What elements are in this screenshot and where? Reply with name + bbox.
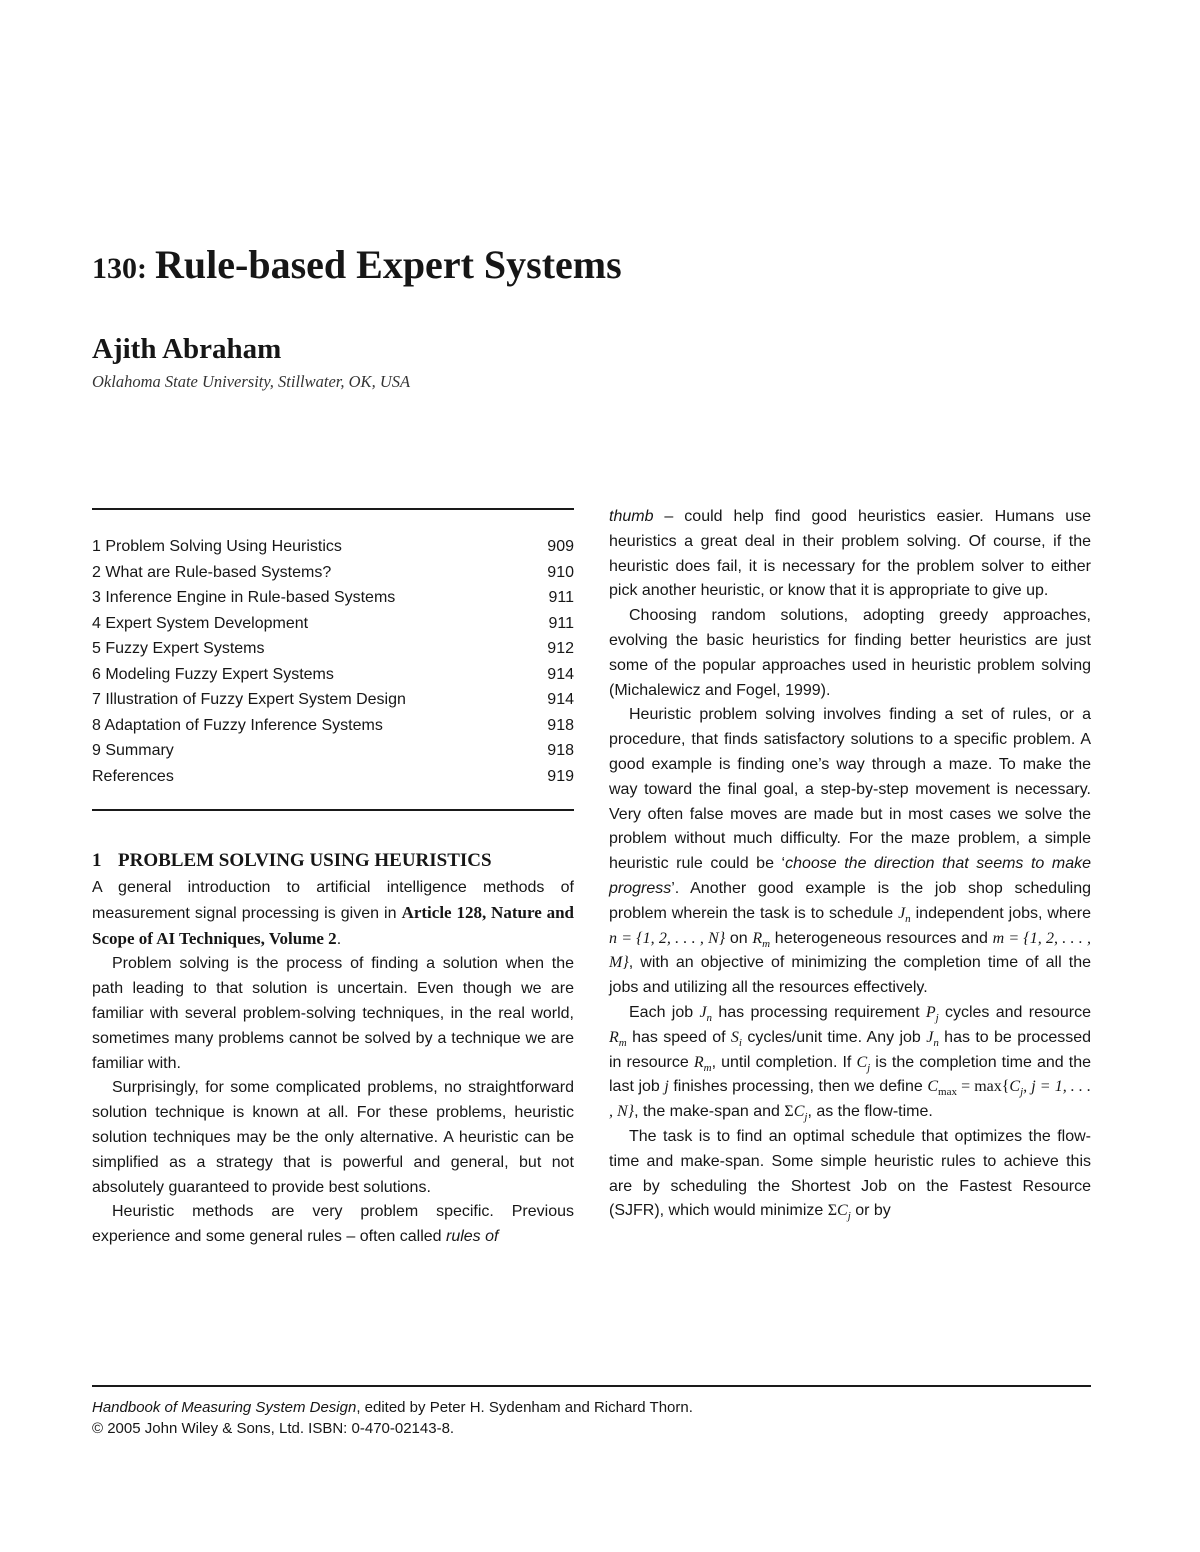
toc-item[interactable] [92, 738, 574, 764]
text-run: , edited by Peter H. Sydenham and Richard Thorn. [356, 1399, 693, 1416]
text-run: cycles/unit time. Any job [741, 1028, 927, 1046]
math-expression: n = {1, 2, . . . , N} [609, 929, 726, 947]
toc-item[interactable] [92, 713, 574, 739]
math-expression: m = {1, 2, . . . , M} [609, 929, 1092, 972]
toc-item-page: 918 [547, 742, 574, 759]
italic-text: thumb [609, 508, 654, 525]
text-run: , until completion. If [711, 1053, 857, 1071]
text-run: on [725, 929, 753, 947]
toc-item-page: 909 [547, 538, 574, 555]
article-title [92, 240, 622, 294]
author-affiliation: Oklahoma State University, Stillwater, OK, USA [92, 372, 411, 391]
toc-item-label: 8 Adaptation of Fuzzy Inference Systems [92, 716, 383, 734]
text-run: has processing requirement [712, 1003, 926, 1021]
paragraph: Surprisingly, for some complicated problems, no straightforward solution technique is known at all. For these problems, heuristic solution techniques may be the only alternative. A heuristic can be simplified as a strategy that is powerful and general, but not absolutely guaranteed to provide best solutions. [92, 1079, 574, 1196]
toc-item-label: 9 Summary [92, 742, 174, 759]
section-heading [92, 845, 574, 876]
toc-item-label: 7 Illustration of Fuzzy Expert System Design [92, 691, 406, 708]
text-run: cycles and resource [938, 1003, 1091, 1021]
toc-item-page: 910 [547, 563, 574, 581]
math-expression: $C_{max} = \max\{C_j$, j = 1, . . . , N} [609, 1078, 1092, 1121]
text-run: finishes processing, then we define [668, 1078, 928, 1096]
text-run: Heuristic methods are very problem specific. Previous experience and some general rules – often called [92, 1203, 574, 1246]
math-symbol: j [664, 1078, 669, 1096]
math-symbol: $P_j$ [925, 1003, 939, 1025]
paragraph [609, 505, 1091, 604]
toc-item-label: 1 Problem Solving Using Heuristics [92, 538, 342, 555]
text-run: , as the flow-time. [807, 1103, 933, 1121]
toc-item[interactable] [92, 534, 574, 560]
toc-item[interactable] [92, 764, 574, 790]
italic-text: rules of [446, 1228, 499, 1246]
math-symbol: $R_m$ [752, 929, 771, 950]
toc-item[interactable] [92, 560, 574, 586]
footer-citation [92, 1397, 693, 1418]
toc-item[interactable] [92, 585, 574, 611]
text-run: Each job [629, 1003, 700, 1021]
paragraph [609, 1125, 1091, 1224]
author-name: Ajith Abraham [92, 333, 282, 365]
toc-item-label: 4 Expert System Development [92, 614, 309, 632]
toc-item-page: 914 [547, 665, 574, 683]
toc-bottom-rule [92, 809, 574, 811]
text-run: or by [850, 1202, 891, 1220]
section-title: PROBLEM SOLVING USING HEURISTICS [118, 850, 492, 871]
math-symbol: $R_m$ [693, 1053, 712, 1074]
text-run: is the completion time and the last job [609, 1053, 1092, 1096]
article-cross-reference[interactable]: Article 128, Nature and Scope of AI Techniques, Volume 2 [92, 902, 575, 948]
math-expression: $\Sigma C_j$ [827, 1202, 851, 1223]
toc-item[interactable] [92, 636, 574, 662]
left-column [92, 508, 574, 1250]
toc-item-page: 911 [548, 614, 574, 632]
toc-item-page: 912 [547, 640, 574, 657]
toc-item[interactable] [92, 662, 574, 688]
footer-copyright: © 2005 John Wiley & Sons, Ltd. ISBN: 0-470-02143-8. [92, 1420, 455, 1437]
paragraph: Problem solving is the process of finding a solution when the path leading to that solution is uncertain. Even though we are familiar with several problem-solving techniques, in the real world, sometimes many problems cannot be solved by a technique we are familiar with. [92, 955, 574, 1072]
math-symbol: $R_m$ [609, 1028, 627, 1049]
toc-item-label: 3 Inference Engine in Rule-based Systems [92, 589, 396, 606]
text-run: has speed of [626, 1028, 731, 1046]
toc-item-label: 2 What are Rule-based Systems? [92, 563, 332, 581]
text-run: ’. Another good example is the job shop scheduling problem wherein the task is to schedule [609, 879, 1091, 922]
toc-item-page: 918 [547, 716, 574, 734]
paragraph [92, 1200, 574, 1250]
table-of-contents [92, 510, 574, 789]
text-run: , with an objective of minimizing the completion time of all the jobs and utilizing all the resources effectively. [609, 954, 1091, 997]
text-run: A general introduction to artificial intelligence methods of measurement signal processing is given in [92, 879, 574, 922]
math-symbol: $J_n$ [926, 1028, 939, 1049]
right-column [609, 505, 1091, 1224]
toc-item-page: 914 [547, 691, 574, 708]
toc-item[interactable] [92, 611, 574, 637]
toc-item-page: 919 [547, 767, 574, 785]
text-run: – could help find good heuristics easier. Humans use heuristics a great deal in their problem solving. Of course, if the heuristic does fail, it is necessary for the problem solver to either pick another heuristic, or know that it is appropriate to give up. [609, 508, 1091, 600]
book-title: Handbook of Measuring System Design [92, 1399, 357, 1416]
text-run: . [336, 930, 342, 948]
toc-item[interactable] [92, 687, 574, 713]
text-run: independent jobs, where [910, 904, 1092, 922]
toc-item-label: References [92, 767, 174, 785]
italic-text: choose the direction that seems to make progress [609, 855, 1091, 897]
text-run: , the make-span and [634, 1103, 785, 1121]
math-symbol: $S_i$ [730, 1028, 742, 1049]
section-number: 1 [92, 850, 102, 871]
page-footer [92, 1397, 693, 1439]
toc-item-label: 6 Modeling Fuzzy Expert Systems [92, 665, 334, 683]
text-run: The task is to find an optimal schedule that optimizes the flow-time and make-span. Some simple heuristic rules to achieve this are by scheduling the Shortest Job on the Fastest Resource (SJFR), which would minimize [609, 1127, 1091, 1220]
paragraph [92, 876, 574, 952]
text-run: heterogeneous resources and [770, 929, 993, 947]
footer-rule [92, 1385, 1091, 1387]
article-title-text: Rule-based Expert Systems [155, 242, 622, 287]
article-number: 130: [92, 252, 147, 285]
text-run: Heuristic problem solving involves finding a set of rules, or a procedure, that finds satisfactory solutions to a specific problem. A good example is finding one’s way through a maze. To make the way toward the final goal, a step-by-step movement is necessary. Very often false moves are made but in most cases we solve the problem without much difficulty. For the maze problem, a simple heuristic rule could be ‘ [609, 706, 1091, 873]
text-run: has to be processed in resource [609, 1028, 1092, 1071]
toc-item-label: 5 Fuzzy Expert Systems [92, 640, 265, 657]
paragraph [609, 1001, 1091, 1125]
math-symbol: $J_n$ [898, 904, 911, 925]
math-symbol: $J_n$ [699, 1003, 713, 1025]
math-expression: $\Sigma C_j$ [784, 1103, 808, 1124]
math-symbol: $C_j$ [856, 1053, 871, 1074]
toc-item-page: 911 [548, 589, 574, 606]
paragraph: Choosing random solutions, adopting greedy approaches, evolving the basic heuristics for finding better heuristics are just some of the popular approaches used in heuristic problem solving (Michalewicz and Fogel, 1999). [609, 607, 1091, 699]
paragraph [609, 703, 1091, 1001]
